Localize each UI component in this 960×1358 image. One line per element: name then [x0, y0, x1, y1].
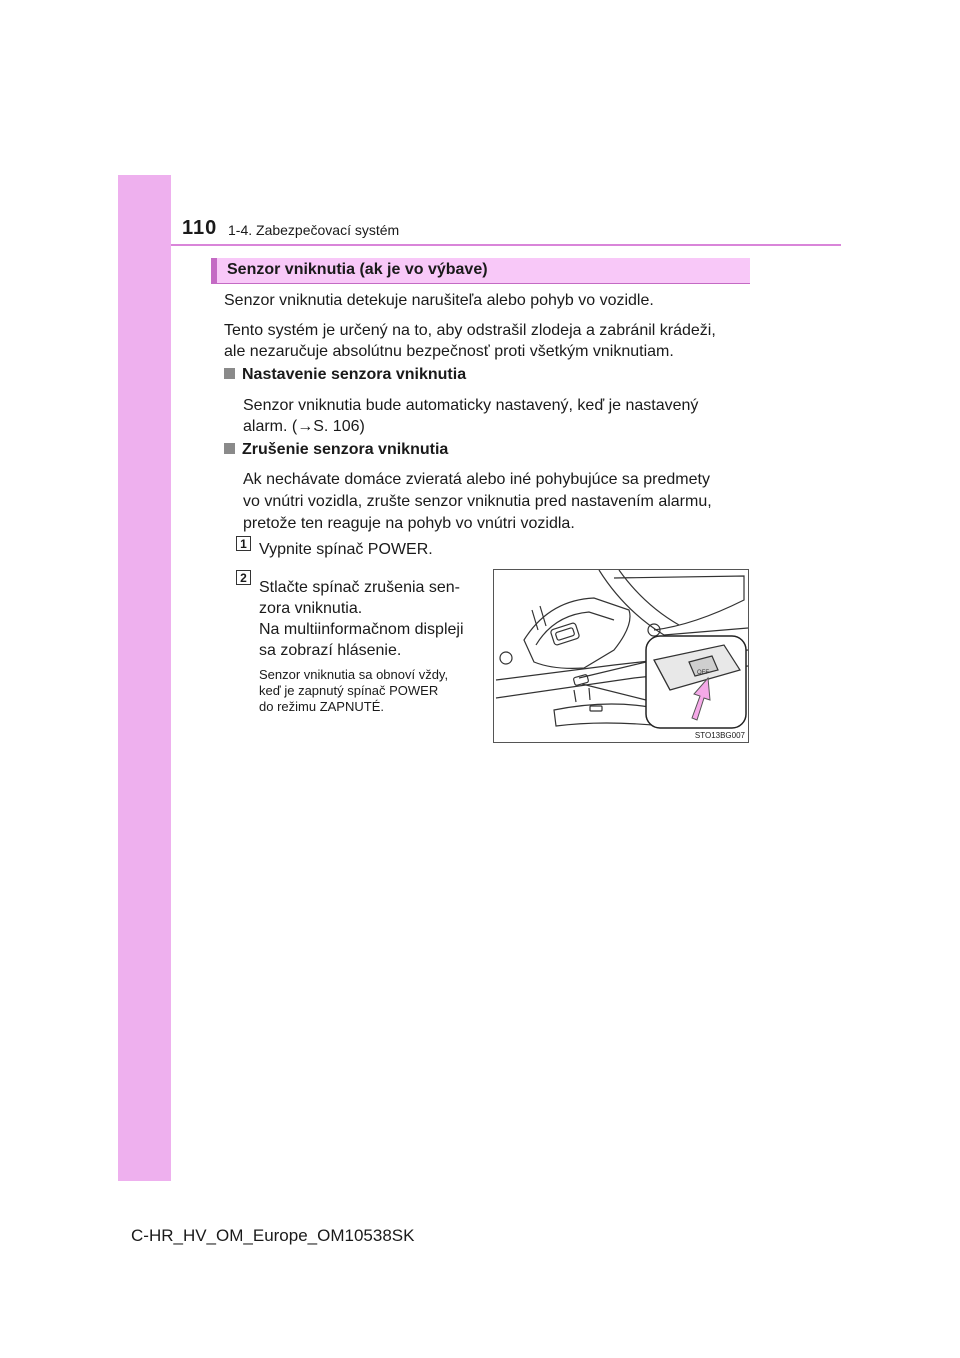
header-divider: [171, 244, 841, 246]
square-bullet-icon: [224, 368, 235, 379]
step-2-note-line-2: keď je zapnutý spínač POWER: [259, 683, 439, 698]
off-button-label: OFF: [697, 670, 709, 676]
overhead-console-illustration: [493, 569, 749, 743]
subheading-cancel-label: Zrušenie senzora vniknutia: [242, 441, 449, 458]
intro-paragraph-2-line-2: ale nezaručuje absolútnu bezpečnosť proti všetkým vniknutiam.: [224, 343, 674, 360]
section-title: Senzor vniknutia (ak je vo výbave): [227, 261, 488, 278]
section-heading-bar: [211, 258, 750, 284]
step-2-line-4: sa zobrazí hlásenie.: [259, 642, 402, 659]
step-2-note-line-1: Senzor vniknutia sa obnoví vždy,: [259, 667, 449, 682]
step-2-line-1: Stlačte spínač zrušenia sen-: [259, 579, 460, 596]
step-2-number: 2: [236, 570, 251, 585]
cancel-line-1: Ak nechávate domáce zvieratá alebo iné pohybujúce sa predmety: [243, 471, 710, 488]
step-2-note-line-3: do režimu ZAPNUTÉ.: [259, 699, 384, 714]
chapter-sidebar-tab: [118, 175, 171, 1181]
step-1-number: 1: [236, 536, 251, 551]
activation-line-1: Senzor vniknutia bude automaticky nastavený, keď je nastavený: [243, 397, 699, 414]
step-1-text: Vypnite spínač POWER.: [259, 541, 433, 558]
step-2-line-3: Na multiinformačnom displeji: [259, 621, 464, 638]
cancel-line-3: pretože ten reaguje na pohyb vo vnútri vozidla.: [243, 515, 575, 532]
cancel-line-2: vo vnútri vozidla, zrušte senzor vniknutia pred nastavením alarmu,: [243, 493, 712, 510]
subheading-activation: [224, 366, 466, 384]
step-2-line-2: zora vniknutia.: [259, 600, 363, 617]
square-bullet-icon: [224, 443, 235, 454]
footer-document-id: C-HR_HV_OM_Europe_OM10538SK: [131, 1226, 415, 1245]
page-number: 110: [182, 217, 218, 239]
overhead-console-drawing: [494, 570, 748, 742]
chapter-title: 1-4. Zabezpečovací systém: [228, 222, 400, 238]
figure-code: STO13BG007: [694, 731, 745, 740]
intro-paragraph-2-line-1: Tento systém je určený na to, aby odstrašil zlodeja a zabránil krádeži,: [224, 322, 716, 339]
activation-line-2: alarm. (→S. 106): [243, 418, 365, 435]
subheading-cancel: [224, 441, 448, 459]
intro-paragraph-1: Senzor vniknutia detekuje narušiteľa alebo pohyb vo vozidle.: [224, 292, 654, 309]
subheading-activation-label: Nastavenie senzora vniknutia: [242, 366, 467, 383]
